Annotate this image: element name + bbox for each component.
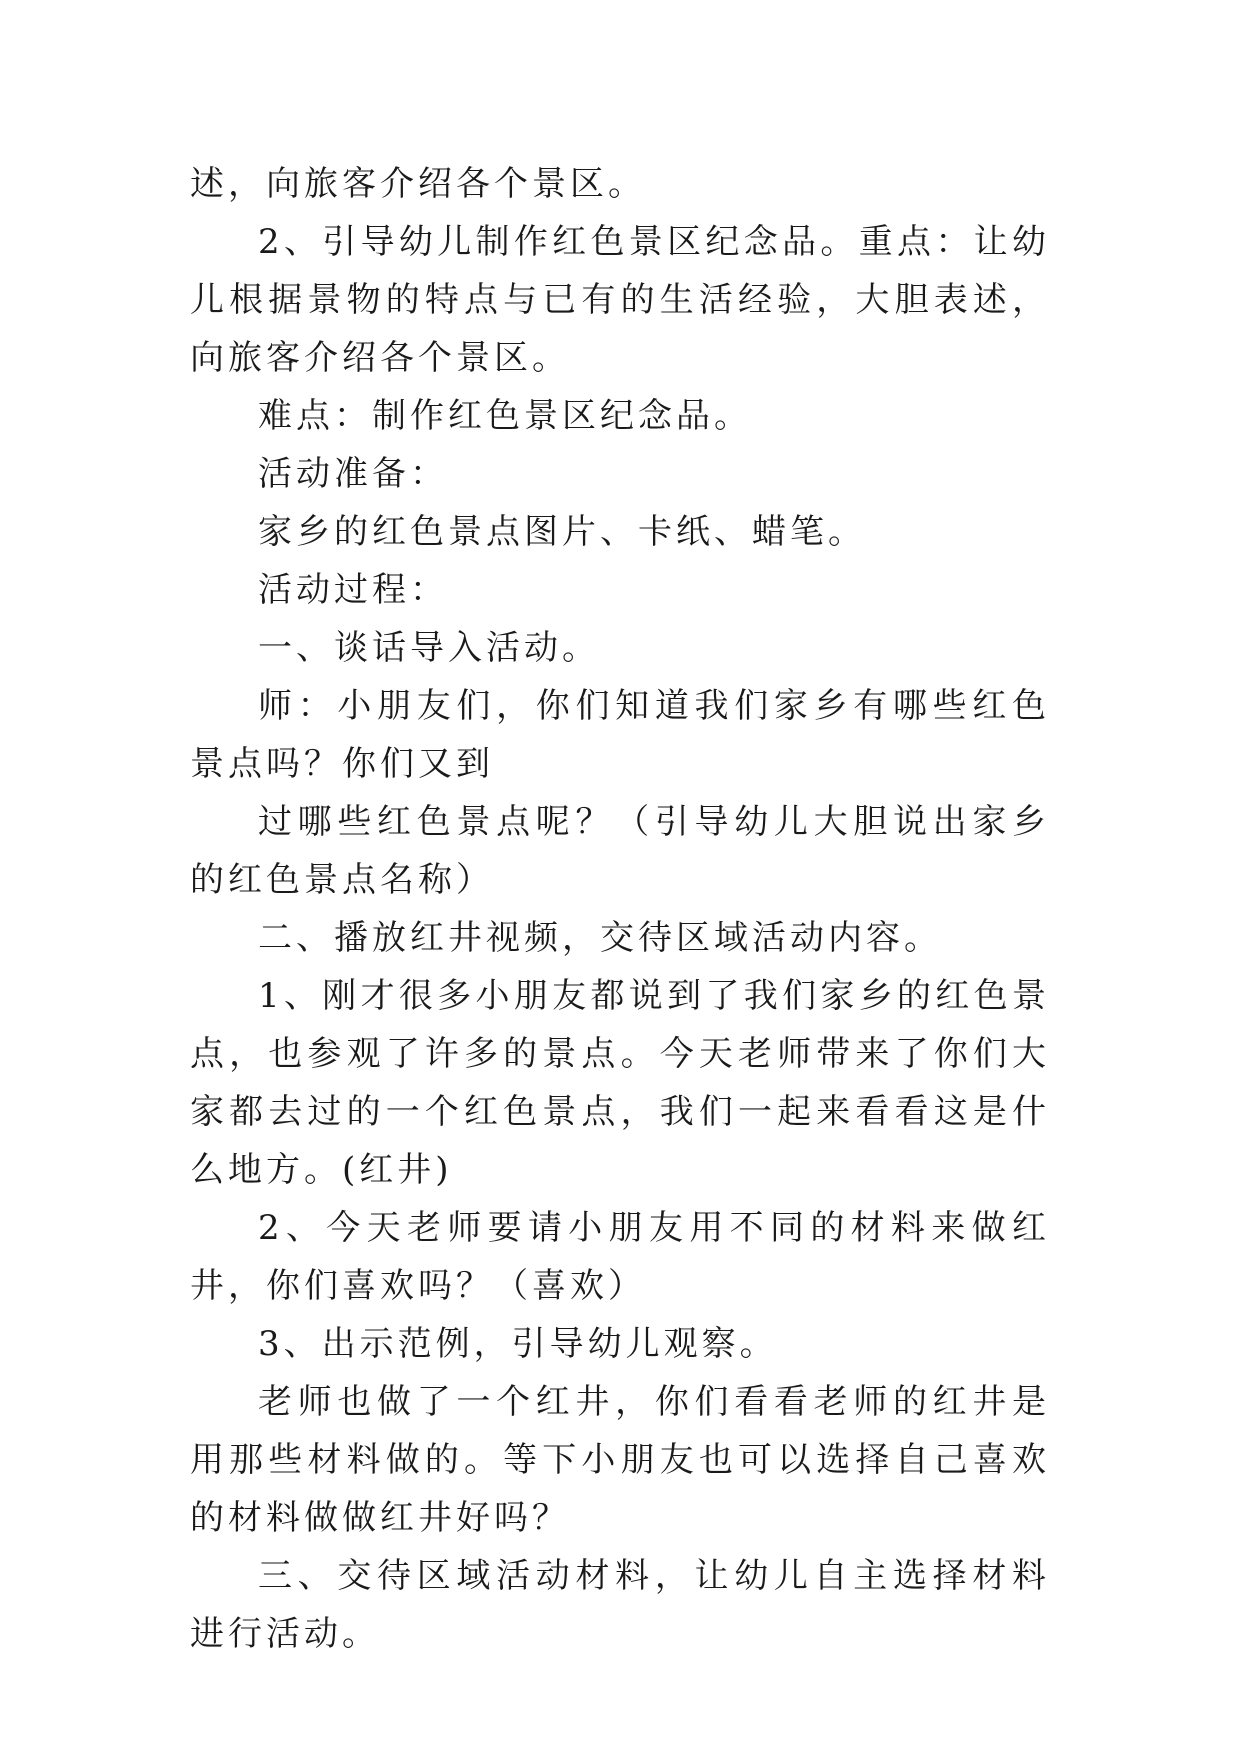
paragraph: 2、今天老师要请小朋友用不同的材料来做红井，你们喜欢吗？（喜欢） — [190, 1208, 1050, 1306]
paragraph: 二、播放红井视频，交待区域活动内容。 — [258, 918, 942, 958]
paragraph: 1、刚才很多小朋友都说到了我们家乡的红色景点，也参观了许多的景点。今天老师带来了你们大家都去过的一个红色景点，我们一起来看看这是什么地方。(红井) — [190, 976, 1050, 1190]
paragraph: 难点：制作红色景区纪念品。 — [258, 396, 752, 436]
paragraph: 3、出示范例，引导幼儿观察。 — [258, 1324, 778, 1364]
paragraph: 一、谈话导入活动。 — [258, 628, 600, 668]
paragraph: 师：小朋友们，你们知道我们家乡有哪些红色景点吗？你们又到 — [190, 686, 1050, 784]
paragraph: 活动过程： — [258, 570, 448, 610]
paragraph: 家乡的红色景点图片、卡纸、蜡笔。 — [258, 512, 866, 552]
paragraph: 2、引导幼儿制作红色景区纪念品。重点：让幼儿根据景物的特点与已有的生活经验，大胆表述，向旅客介绍各个景区。 — [190, 222, 1050, 378]
document-body — [190, 155, 1050, 1663]
paragraph: 老师也做了一个红井，你们看看老师的红井是用那些材料做的。等下小朋友也可以选择自己喜欢的材料做做红井好吗？ — [190, 1382, 1050, 1538]
paragraph: 述，向旅客介绍各个景区。 — [190, 164, 646, 204]
paragraph: 过哪些红色景点呢？（引导幼儿大胆说出家乡的红色景点名称） — [190, 802, 1050, 900]
paragraph: 活动准备： — [258, 454, 448, 494]
paragraph: 三、交待区域活动材料，让幼儿自主选择材料进行活动。 — [190, 1556, 1050, 1654]
